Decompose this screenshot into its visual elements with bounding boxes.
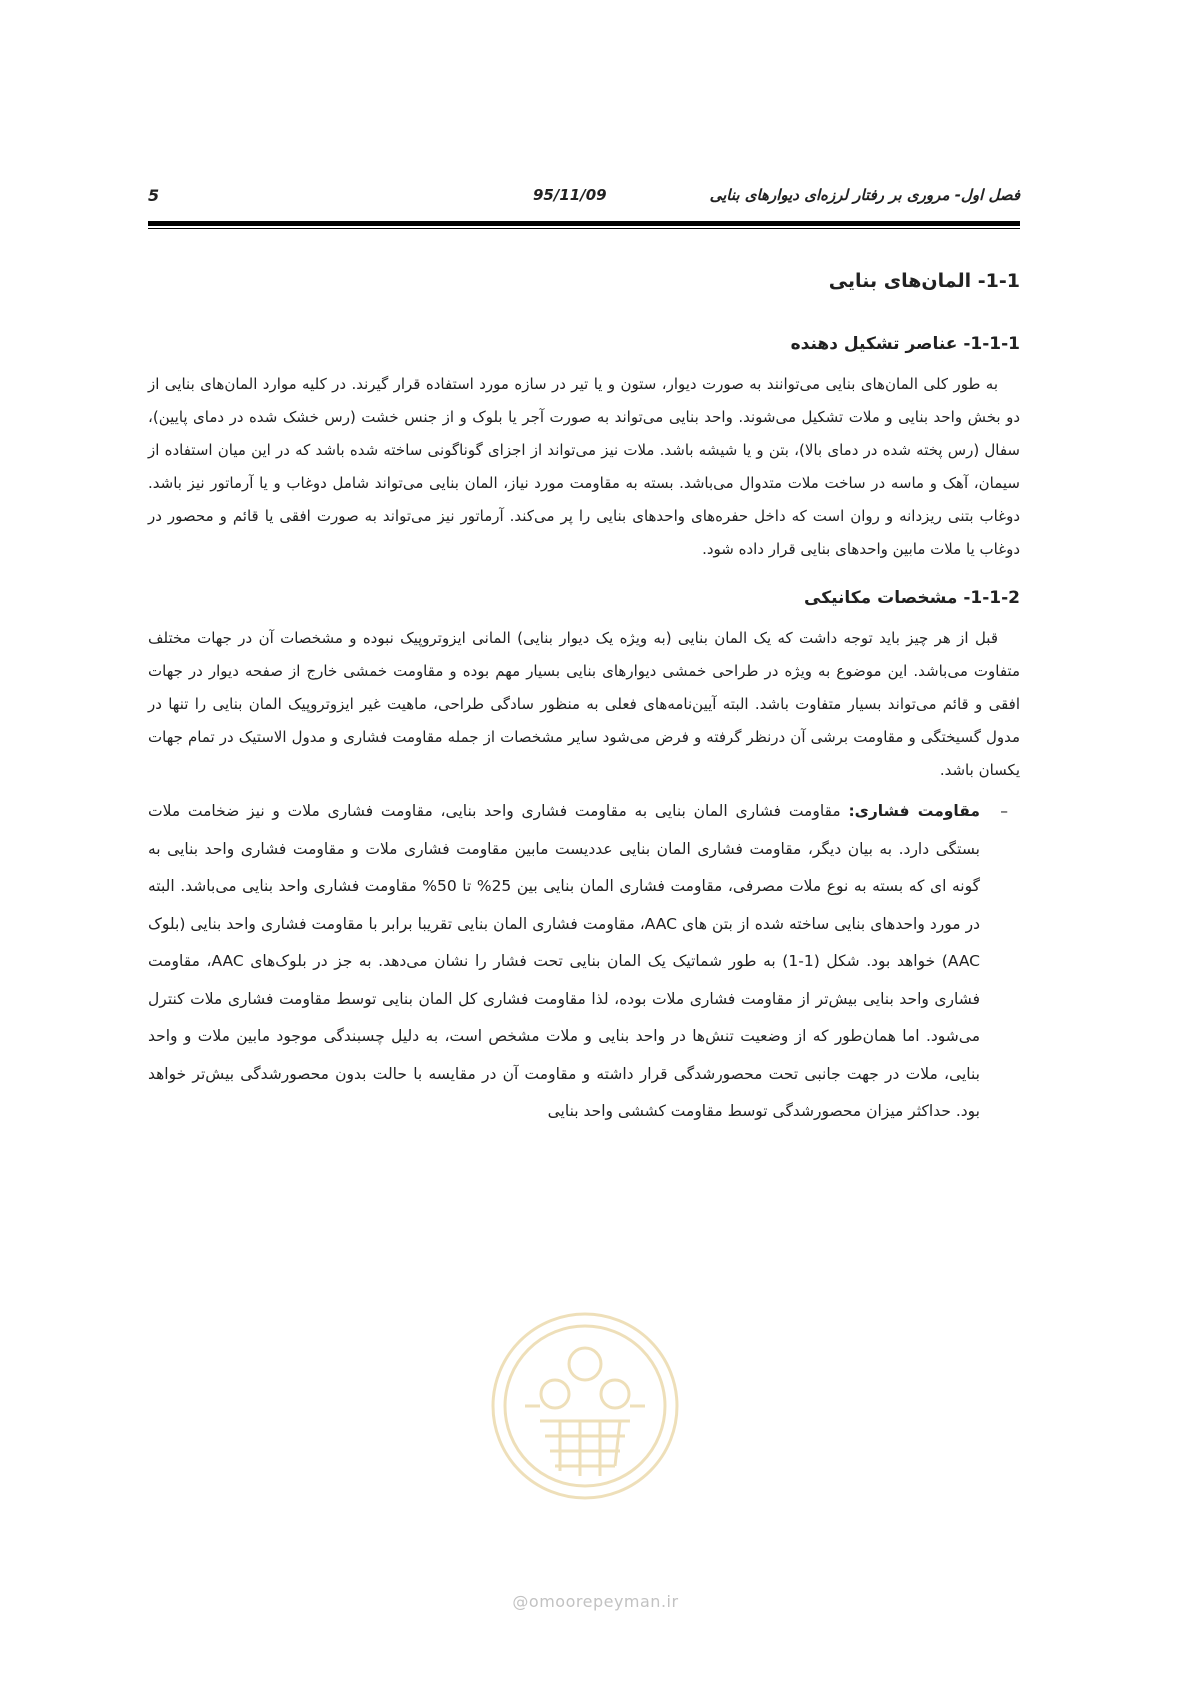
bullet-term: مقاومت فشاری: (848, 802, 981, 820)
page-number: 5 (148, 186, 160, 205)
watermark-stamp-logo (485, 1306, 685, 1506)
section-heading: 1-1- المان‌های بنایی (828, 270, 1020, 292)
header-rule-thin (148, 228, 1020, 229)
bullet-text: مقاومت فشاری المان بنایی به مقاومت فشاری واحد بنایی، مقاومت فشاری ملات و نیز ضخامت ملات بستگی دارد. به بیان دیگر، مقاومت فشاری المان بنایی عددیست مابین مقاومت فشاری ملات و مقاومت فشاری واحد بنایی به گونه ای که بسته به نوع ملات مصرفی، مقاومت فشاری المان بنایی بین 25% تا 50% مقاومت فشاری واحد بنایی می‌باشد. البته در مورد واحدهای بنایی ساخته شده از بتن های AAC، مقاومت فشاری المان بنایی تقریبا برابر با مقاومت فشاری واحد بنایی (بلوک AAC) خواهد بود. شکل (1-1) به طور شماتیک یک المان بنایی تحت فشار را نشان می‌دهد. به جز در بلوک‌های AAC، مقاومت فشاری واحد بنایی بیش‌تر از مقاومت فشاری ملات بوده، لذا مقاومت فشاری کل المان بنایی توسط مقاومت فشاری ملات کنترل می‌شود. اما همان‌طور که از وضعیت تنش‌ها در واحد بنایی و ملات مشخص است، به دلیل چسبندگی موجود مابین ملات و واحد بنایی، ملات در جهت جانبی تحت محصورشدگی قرار داشته و مقاومت آن در مقایسه با حالت بدون محصورشدگی بیش‌تر خواهد بود. حداکثر میزان محصورشدگی توسط مقاومت کششی واحد بنایی (148, 802, 981, 1120)
subsection-heading-mechanical: 1-1-2- مشخصات مکانیکی (804, 588, 1020, 608)
paragraph-components: به طور کلی المان‌های بنایی می‌توانند به صورت دیوار، ستون و یا تیر در سازه مورد استفاده قرار گیرند. در کلیه موارد المان‌های بنایی از دو بخش واحد بنایی و ملات تشکیل می‌شوند. واحد بنایی می‌تواند به صورت آجر یا بلوک و از جنس خشت (رس خشک شده در دمای پایین)، سفال (رس پخته شده در دمای بالا)، بتن و یا شیشه باشد. ملات نیز می‌تواند از اجزای گوناگونی ساخته شده باشد که در این میان استفاده از سیمان، آهک و ماسه در ساخت ملات متدوال می‌باشد. بسته به مقاومت مورد نیاز، المان بنایی می‌تواند شامل دوغاب و یا آرماتور نیز باشد. دوغاب بتنی ریزدانه و روان است که داخل حفره‌های واحدهای بنایی را پر می‌کند. آرماتور نیز می‌تواند به صورت افقی یا قائم و محصور در دوغاب یا ملات مابین واحدهای بنایی قرار داده شود. (148, 375, 1020, 558)
paragraph-mechanical: قبل از هر چیز باید توجه داشت که یک المان بنایی (به ویژه یک دیوار بنایی) المانی ایزوتروپیک نبوده و مشخصات آن در جهات مختلف متفاوت می‌باشد. این موضوع به ویژه در طراحی خمشی دیوارهای بنایی بسیار مهم بوده و مقاومت خمشی خارج از صفحه دیوار در جهات افقی و قائم می‌تواند بسیار متفاوت باشد. البته آیین‌نامه‌های فعلی به منظور سادگی طراحی، ماهیت غیر ایزوتروپیک المان بنایی را تنها در مدول گسیختگی و مقاومت برشی آن درنظر گرفته و فرض می‌شود سایر مشخصات از جمله مقاومت فشاری و مدول الاستیک در تمام جهات یکسان باشد. (148, 629, 1020, 779)
watermark-url: @omoorepeyman.ir (512, 1592, 679, 1611)
page-content (148, 266, 1020, 1131)
running-header (148, 186, 1020, 216)
bullet-compressive-strength (148, 793, 1008, 1131)
header-date: 95/11/09 (533, 186, 607, 204)
header-rule-thick (148, 221, 1020, 226)
bullet-list (148, 793, 1020, 1131)
chapter-title: فصل اول- مروری بر رفتار لرزه‌ای دیوارهای بنایی (709, 186, 1020, 204)
dash-icon: – (1000, 802, 1008, 820)
subsection-heading-components: 1-1-1- عناصر تشکیل دهنده (790, 334, 1020, 354)
